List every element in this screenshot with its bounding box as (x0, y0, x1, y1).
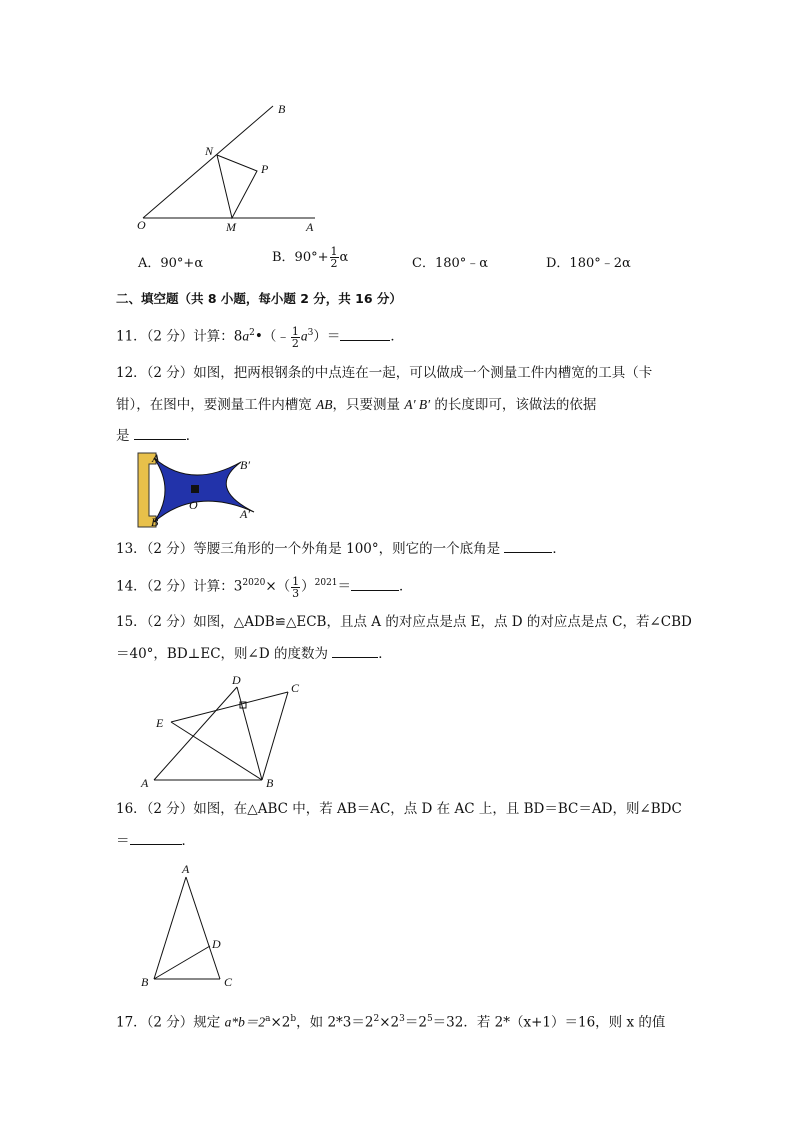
q11-exp-2: 2 (249, 328, 255, 338)
question-16-line1: 16．（2 分）如图，在△ABC 中，若 AB＝AC，点 D 在 AC 上，且 BD＝BC＝AD，则∠BDC (116, 801, 682, 817)
figure-q10 (130, 98, 330, 238)
question-15-line1: 15．（2 分）如图，△ADB≌△ECB，且点 A 的对应点是点 E，点 D 的对应点是点 C，若∠CBD (116, 614, 692, 630)
fig16-label-d: D (212, 937, 221, 951)
caliper-label-b-prime: B′ (240, 458, 250, 472)
q15-answer-blank[interactable] (332, 645, 378, 658)
question-16-line2 (116, 832, 195, 850)
option-b-suffix: α (339, 250, 349, 265)
q16-end: ． (181, 833, 195, 849)
q14-frac-num: 1 (292, 574, 300, 588)
fig16-label-b: B (141, 975, 149, 989)
q11-frac-num: 1 (291, 324, 299, 338)
q14-eq: ＝ (337, 578, 352, 595)
caliper-label-a: A (152, 451, 160, 465)
q14-fraction (291, 576, 300, 599)
q11-suffix: ）＝ (313, 328, 341, 345)
q17-p2: a*b＝2 (224, 1014, 266, 1030)
fig16-label-c: C (224, 975, 233, 989)
q11-prefix: 11．（2 分）计算：8 (116, 328, 243, 345)
q17-p4: ，如 2*3＝2 (296, 1014, 374, 1031)
q17-p6: ＝2 (404, 1014, 427, 1031)
q11-frac-den: 2 (291, 336, 299, 350)
question-11 (116, 324, 404, 349)
label-p: P (261, 162, 269, 176)
q14-times: ×（ (265, 578, 291, 595)
question-14 (116, 574, 413, 599)
q17-p3: ×2 (270, 1014, 291, 1031)
q16-text: ＝ (116, 833, 130, 849)
label-n: N (205, 144, 214, 158)
q13-answer-blank[interactable] (504, 540, 552, 553)
q17-p1: 17．（2 分）规定 (116, 1014, 225, 1031)
question-17 (116, 1010, 665, 1032)
option-d: D．180°﹣2α (546, 256, 631, 271)
figure-q12-caliper (136, 450, 266, 530)
caliper-label-o: O (189, 498, 198, 512)
q17-e1: a (265, 1014, 271, 1024)
fraction-denominator: 2 (330, 257, 338, 270)
option-a: A．90°+α (138, 256, 204, 271)
q14-close: ） (301, 578, 315, 595)
q17-p5: ×2 (379, 1014, 400, 1031)
q11-var-a: a (242, 328, 250, 344)
figure-q15 (136, 672, 316, 794)
figure-q16 (136, 862, 246, 992)
q15-text: ＝40°，BD⊥EC，则∠D 的度数为 (116, 646, 333, 662)
fraction-half (330, 246, 339, 269)
fig15-label-e: E (156, 716, 164, 730)
q17-e4: 3 (399, 1014, 405, 1024)
question-12-line1: 12．（2 分）如图，把两根钢条的中点连在一起，可以做成一个测量工件内槽宽的工具（卡 (116, 365, 653, 381)
question-12-line3 (116, 427, 199, 445)
q14-answer-blank[interactable] (351, 578, 399, 591)
label-m: M (226, 220, 236, 234)
q15-end: ． (378, 646, 392, 662)
label-a: A (306, 220, 314, 234)
q12-text-b: ，只要测量 (332, 397, 405, 413)
question-13 (116, 540, 566, 558)
q16-answer-blank[interactable] (130, 832, 182, 845)
q12-answer-blank[interactable] (134, 427, 186, 440)
q14-prefix: 14．（2 分）计算：3 (116, 578, 243, 595)
caliper-label-b: B (151, 515, 159, 529)
fraction-numerator: 1 (330, 245, 338, 258)
q14-exp-2020: 2020 (242, 578, 266, 588)
q14-end: ． (399, 578, 413, 595)
fig15-label-c: C (291, 681, 300, 695)
question-15-line2 (116, 645, 392, 663)
fig16-label-a: A (182, 862, 190, 876)
fig15-label-d: D (232, 673, 241, 687)
pivot-point (191, 485, 199, 493)
q11-end: ． (390, 328, 404, 345)
q12-end: ． (185, 428, 200, 444)
q17-e5: 5 (426, 1014, 433, 1024)
option-b-prefix: B．90°+ (272, 250, 329, 265)
q11-fraction (291, 326, 300, 349)
label-o: O (137, 218, 146, 232)
q14-frac-den: 3 (292, 586, 300, 600)
label-b: B (278, 102, 286, 116)
q17-e2: b (290, 1014, 297, 1024)
q13-text: 13．（2 分）等腰三角形的一个外角是 100°，则它的一个底角是 (116, 541, 505, 557)
q12-text-c: 的长度即可，该做法的依据 (430, 397, 597, 413)
q11-answer-blank[interactable] (340, 328, 390, 341)
q12-text-is: 是 (116, 428, 134, 444)
q12-text-a: 钳），在图中，要测量工件内槽宽 (116, 397, 317, 413)
q14-exp-2021: 2021 (314, 578, 338, 588)
fig15-label-a: A (141, 776, 149, 790)
option-c: C．180°﹣α (412, 256, 489, 271)
question-12-line2 (116, 396, 596, 414)
q11-var-a2: a (300, 328, 308, 344)
q17-p7: ＝32．若 2*（x+1）＝16，则 x 的值 (432, 1014, 666, 1031)
q12-ab-prime: A′ B′ (404, 397, 431, 412)
caliper-label-a-prime: A′ (240, 507, 250, 521)
section-title: 二、填空题（共 8 小题，每小题 2 分，共 16 分） (116, 291, 402, 306)
fig15-label-b: B (266, 776, 274, 790)
q11-mid: •（﹣ (254, 328, 290, 345)
option-b (272, 246, 348, 269)
q17-e3: 2 (373, 1014, 380, 1024)
q13-end: ． (552, 541, 566, 557)
q12-ab: AB (316, 397, 333, 412)
q11-exp-3: 3 (307, 328, 314, 338)
